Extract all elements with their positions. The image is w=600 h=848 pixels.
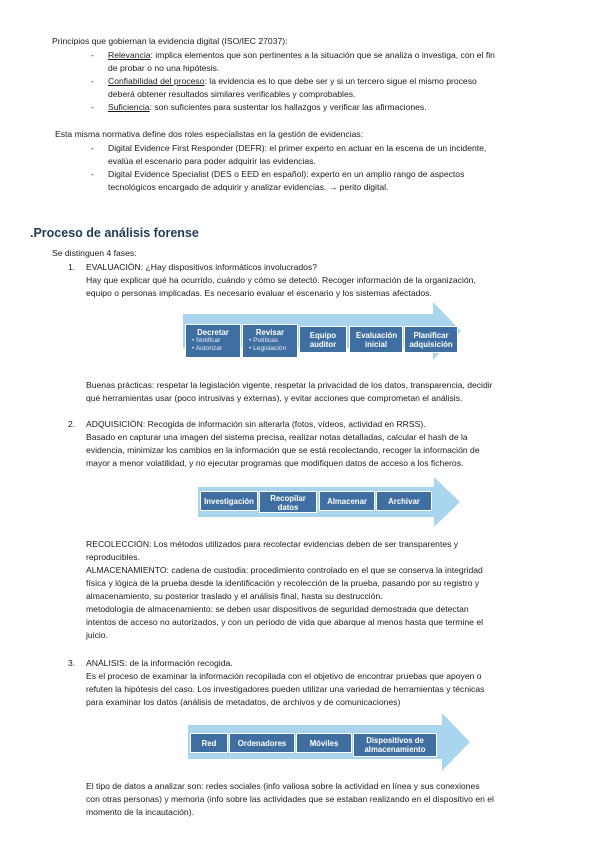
phase-2-number: 2. xyxy=(68,419,76,429)
analysis-diagram xyxy=(188,713,472,771)
evaluation-diagram xyxy=(183,300,463,362)
diagram-box-ordenadores: Ordenadores xyxy=(229,733,295,753)
phase-1-good-practices: Buenas prácticas: respetar la legislación vigente, respetar la privacidad de los datos, transparencia, decidir qué herramientas usar (poco intrusivas y externas), y evitar acciones que comprometan el análisis. xyxy=(86,380,493,403)
bullet-dash: - xyxy=(91,50,94,60)
phase-2-metodologia: metodología de almacenamiento: se deben usar dispositivos de seguridad demostrada que detectan intentos de acceso no autorizados, y con un periodo de vida que abarque al menos hasta que termine el juicio. xyxy=(86,604,484,640)
section-title: .Proceso de análisis forense xyxy=(30,226,199,240)
roles-intro: Esta misma normativa define dos roles especialistas en la gestión de evidencias: xyxy=(55,129,364,139)
diagram-box-almacenar: Almacenar xyxy=(319,491,375,511)
diagram-box-archivar: Archivar xyxy=(376,491,432,511)
role-defr: Digital Evidence First Responder (DEFR): el primer experto en actuar en la escena de un incidente, evalúa el escenario para poder adquirir las evidencias. xyxy=(108,143,487,166)
principle-suficiencia: Suficiencia: son suficientes para sustentar los hallazgos y verificar las afirmaciones. xyxy=(108,102,427,112)
principle-confiabilidad: Confiabilidad del proceso: la evidencia es lo que debe ser y si un tercero sigue el mismo proceso deberá obtener resultados similares verificables y comprobables. xyxy=(108,76,477,99)
diagram-box-investigacion: Investigación xyxy=(200,491,258,511)
phase-3-body: Es el proceso de examinar la información recopilada con el objetivo de encontrar pruebas que apoyen o refuten la hipótesis del caso. Los investigadores pueden utilizar una variedad de herramientas y técnicas para examinar los datos (análisis de metadatos, de archivos y de comunicaciones) xyxy=(86,671,485,707)
bullet-dash: - xyxy=(91,76,94,86)
phase-3-number: 3. xyxy=(68,658,76,668)
acquisition-diagram xyxy=(198,477,462,527)
phases-intro: Se distinguen 4 fases: xyxy=(52,248,137,258)
diagram-box-recopilar-datos: Recopilar datos xyxy=(259,491,317,513)
phase-1-heading: EVALUACIÓN: ¿Hay dispositivos informáticos involucrados? xyxy=(86,262,318,272)
phase-2-recoleccion: RECOLECCIÓN: Los métodos utilizados para recolectar evidencias deben de ser transparentes y reproducibles. xyxy=(86,539,459,562)
diagram-box-revisar: Revisar • Políticas • Legislación xyxy=(242,324,298,358)
phase-2-almacenamiento: ALMACENAMIENTO: cadena de custodia: procedimiento controlado en el que se conserva la integridad física y lógica de la prueba desde la identificación y recolección de la prueba, pasando por su registro y almacenamiento, su posterior traslado y el análisis final, hasta su destrucción. xyxy=(86,565,483,601)
diagram-box-decretar: Decretar • Notificar • Autorizar xyxy=(185,324,241,358)
diagram-box-equipo-auditor: Equipo auditor xyxy=(299,326,347,353)
role-des: Digital Evidence Specialist (DES o EED en español): experto en un amplio rango de aspectos tecnológicos encargado de adquirir y analizar evidencias. → perito digital. xyxy=(108,169,465,192)
diagram-box-evaluacion-inicial: Evaluación inicial xyxy=(349,326,403,353)
phase-3-data-types: El tipo de datos a analizar son: redes sociales (info valiosa sobre la actividad en línea y sus conexiones con otras personas) y memoria (info sobre las actividades que se estaban realizando en el dispositivo en el momento de la incautación). xyxy=(86,781,494,817)
principles-intro: Principios que gobiernan la evidencia digital (ISO/IEC 27037): xyxy=(52,36,288,46)
phase-2-heading: ADQUISICIÓN: Recogida de información sin alterarla (fotos, vídeos, actividad en RRSS). xyxy=(86,419,426,429)
diagram-box-moviles: Móviles xyxy=(296,733,352,753)
diagram-box-dispositivos: Dispositivos de almacenamiento xyxy=(353,733,437,757)
diagram-box-planificar: Planificar adquisición xyxy=(404,326,458,353)
phase-3-heading: ANÁLISIS: de la información recogida. xyxy=(86,658,233,668)
principle-relevancia: Relevancia: implica elementos que son pertinentes a la situación que se analiza o investiga, con el fin de probar o no una hipótesis. xyxy=(108,50,495,73)
phase-1-body: Hay que explicar qué ha ocurrido, cuándo y cómo se detectó. Recoger información de la organización, equipo o personas implicadas. Es necesario evaluar el escenario y los sistemas afectados. xyxy=(86,275,476,298)
bullet-dash: - xyxy=(91,169,94,179)
phase-2-body: Basado en capturar una imagen del sistema precisa, realizar notas detalladas, calcular el hash de la evidencia, minimizar los cambios en la información que se está recolectando, recoger la información de mayor a menor volatilidad, y no ejecutar programas que modifiquen datos de acceso a los ficheros. xyxy=(86,432,480,468)
bullet-dash: - xyxy=(91,143,94,153)
diagram-box-red: Red xyxy=(190,733,228,753)
phase-1-number: 1. xyxy=(68,262,76,272)
bullet-dash: - xyxy=(91,102,94,112)
